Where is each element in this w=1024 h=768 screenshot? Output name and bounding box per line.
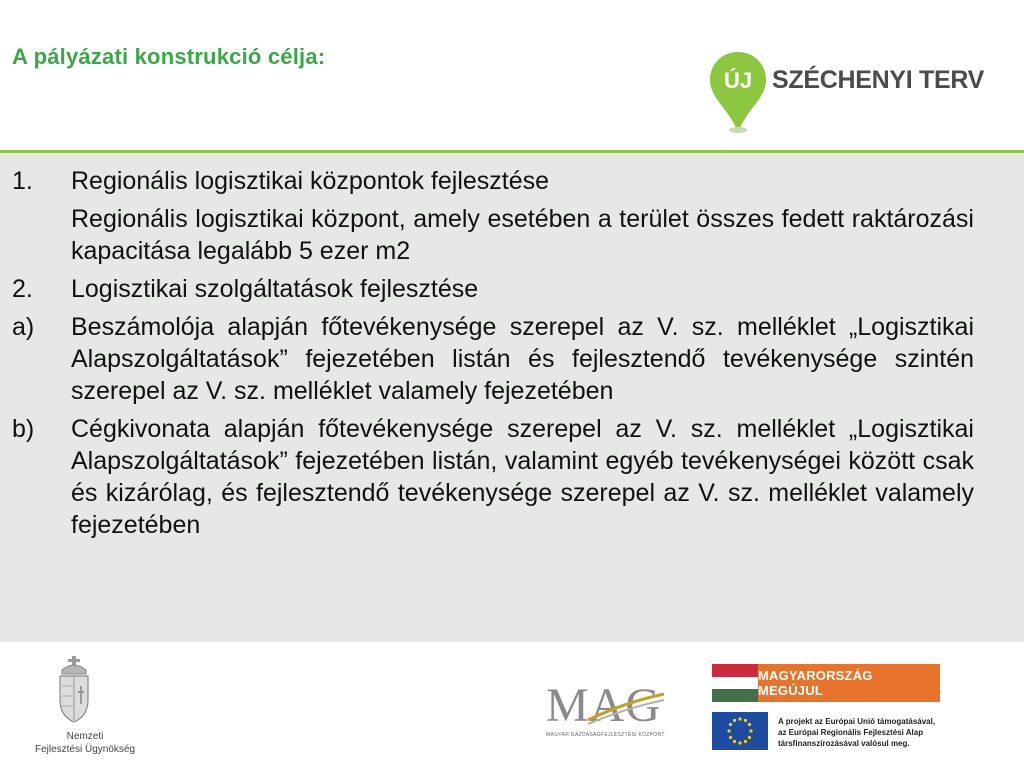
eu-funding-notice (778, 716, 978, 749)
mag-swoosh-icon (586, 690, 666, 730)
mag-title: MAG (546, 679, 662, 732)
list-item (12, 165, 974, 197)
list-item-text: Beszámolója alapján főtevékenysége szerepel az V. sz. melléklet „Logisztikai Alapszolgáltatások” fejezetében listán és fejlesztendő tevékenysége szintén szerepel az V. sz. melléklet valamely fejezetében (71, 313, 974, 405)
list-item-text: Cégkivonata alapján főtevékenysége szerepel az V. sz. melléklet „Logisztikai Alapszolgáltatások” fejezetében listán, valamint egyéb tevékenységei között csak és kizárólag, és fejlesztendő tevékenysége szerepel az V. sz. melléklet valamely fejezetében (71, 415, 974, 539)
eu-line-1: A projekt az Európai Unió támogatásával, (778, 717, 936, 726)
list-item (12, 311, 974, 407)
hungarian-flag-icon (712, 664, 758, 702)
eu-line-2: az Európai Regionális Fejlesztési Alap (778, 728, 924, 737)
list-marker: a) (12, 313, 35, 341)
coat-of-arms-icon (56, 656, 92, 726)
list-item (12, 413, 974, 541)
list-item-description: Regionális logisztikai központ, amely esetében a terület összes fedett raktározási kapacitása legalább 5 ezer m2 (71, 205, 974, 265)
slide-footer (0, 642, 1024, 768)
mag-subtitle: MAGYAR GAZDASÁGFEJLESZTÉSI KÖZPONT (546, 732, 665, 738)
list-marker: 1. (12, 167, 33, 195)
list-marker: b) (12, 415, 35, 443)
logo-prefix: ÚJ (723, 68, 753, 93)
slide-title: A pályázati konstrukció célja: (12, 44, 326, 69)
szechenyi-pin-icon (708, 50, 768, 134)
slide-header (0, 0, 1024, 152)
list-item-text: Regionális logisztikai központok fejlesztése (71, 167, 550, 195)
nfu-line-1: Nemzeti (66, 731, 104, 742)
slide-content (0, 153, 1024, 642)
logo-brand-text: SZÉCHENYI TERV (772, 66, 985, 94)
eu-flag-icon (712, 712, 768, 750)
list-marker: 2. (12, 275, 33, 303)
list-item (12, 273, 974, 305)
list-item-text: Logisztikai szolgáltatások fejlesztése (71, 275, 479, 303)
objectives-list (12, 165, 974, 547)
mag-logo (546, 679, 686, 738)
magyarorszag-megujul-banner: MAGYARORSZÁG MEGÚJUL (758, 664, 940, 702)
uj-szechenyi-terv-logo (708, 50, 988, 134)
nfu-caption (30, 730, 140, 756)
nfu-line-2: Fejlesztési Ügynökség (34, 744, 136, 755)
eu-line-3: társfinanszírozásával valósul meg. (778, 739, 910, 748)
